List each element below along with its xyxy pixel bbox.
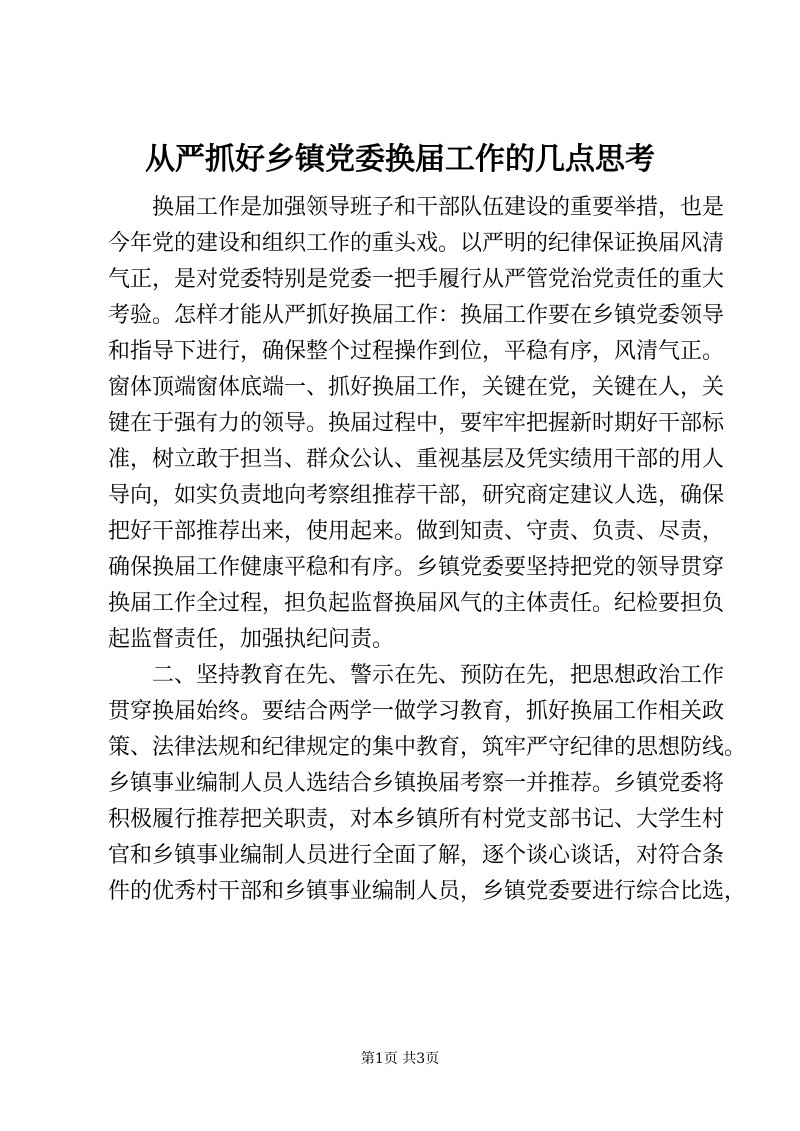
text-line: 确保换届工作健康平稳和有序。乡镇党委要坚持把党的领导贯穿 bbox=[108, 555, 725, 580]
text-line: 今年党的建设和组织工作的重头戏。以严明的纪律保证换届风清 bbox=[108, 231, 725, 256]
text-line: 积极履行推荐把关职责，对本乡镇所有村党支部书记、大学生村 bbox=[108, 807, 725, 832]
document-title: 从严抓好乡镇党委换届工作的几点思考 bbox=[145, 142, 655, 177]
text-line: 贯穿换届始终。要结合两学一做学习教育，抓好换届工作相关政 bbox=[108, 699, 725, 724]
text-line: 把好干部推荐出来，使用起来。做到知责、守责、负责、尽责， bbox=[108, 519, 725, 544]
text-line: 起监督责任，加强执纪问责。 bbox=[108, 627, 395, 652]
text-line: 二、坚持教育在先、警示在先、预防在先，把思想政治工作 bbox=[152, 663, 725, 688]
text-line: 乡镇事业编制人员人选结合乡镇换届考察一并推荐。乡镇党委将 bbox=[108, 771, 725, 796]
text-line: 准，树立敢于担当、群众公认、重视基层及凭实绩用干部的用人 bbox=[108, 447, 725, 472]
text-line: 导向，如实负责地向考察组推荐干部，研究商定建议人选，确保 bbox=[108, 483, 725, 508]
text-line: 考验。怎样才能从严抓好换届工作：换届工作要在乡镇党委领导 bbox=[108, 303, 725, 328]
text-line: 键在于强有力的领导。换届过程中，要牢牢把握新时期好干部标 bbox=[108, 411, 725, 436]
page-footer: 第1页 共3页 bbox=[360, 1051, 440, 1067]
text-line: 窗体顶端窗体底端一、抓好换届工作，关键在党，关键在人，关 bbox=[108, 375, 725, 400]
text-line: 换届工作是加强领导班子和干部队伍建设的重要举措，也是 bbox=[152, 195, 725, 220]
text-line: 和指导下进行，确保整个过程操作到位，平稳有序，风清气正。 bbox=[108, 339, 725, 364]
text-line: 件的优秀村干部和乡镇事业编制人员，乡镇党委要进行综合比选， bbox=[108, 879, 747, 904]
text-line: 换届工作全过程，担负起监督换届风气的主体责任。纪检要担负 bbox=[108, 591, 725, 616]
text-line: 官和乡镇事业编制人员进行全面了解，逐个谈心谈话，对符合条 bbox=[108, 843, 725, 868]
text-line: 策、法律法规和纪律规定的集中教育，筑牢严守纪律的思想防线。 bbox=[108, 735, 747, 760]
text-line: 气正，是对党委特别是党委一把手履行从严管党治党责任的重大 bbox=[108, 267, 725, 292]
